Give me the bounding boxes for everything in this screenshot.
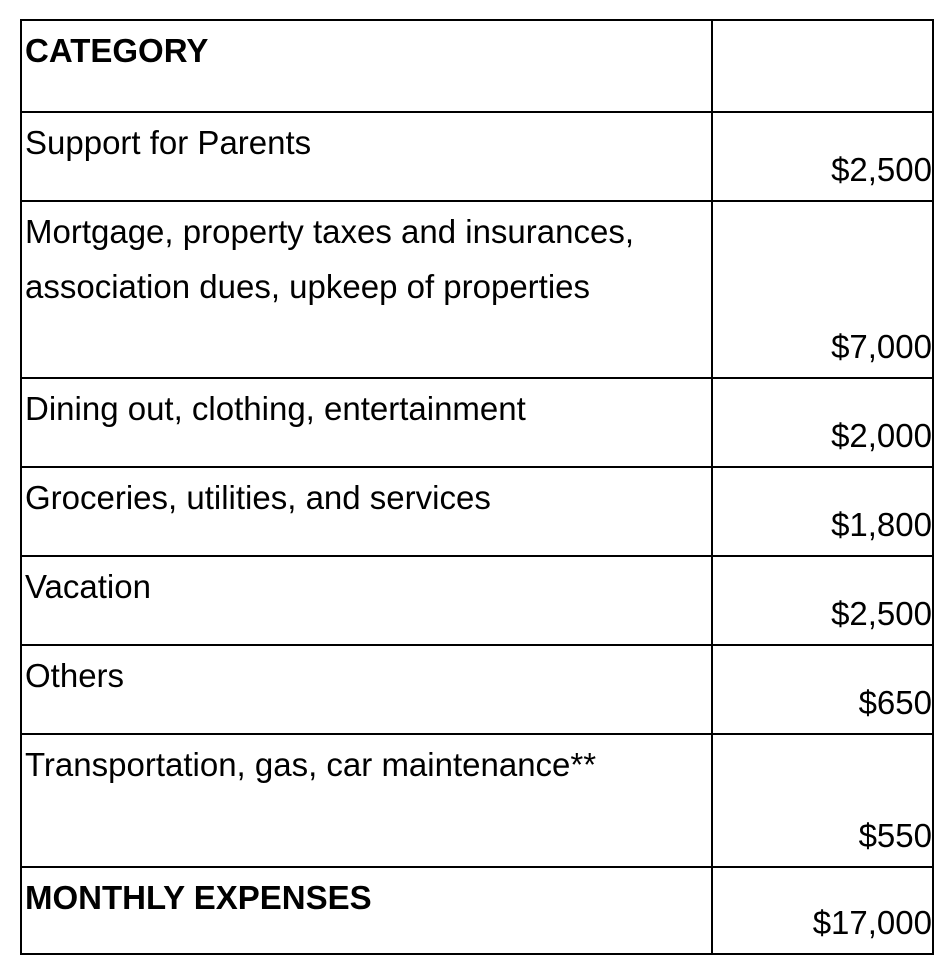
total-label: MONTHLY EXPENSES xyxy=(25,879,372,916)
table-row xyxy=(22,646,932,735)
category-label: Others xyxy=(25,657,125,694)
amount-value: $2,000 xyxy=(831,417,932,454)
category-label: Dining out, clothing, entertainment xyxy=(25,390,526,427)
table-row xyxy=(22,113,932,202)
table-row xyxy=(22,468,932,557)
expense-table xyxy=(20,19,934,955)
category-label: Transportation, gas, car maintenance** xyxy=(25,746,597,783)
amount-value: $7,000 xyxy=(831,328,932,365)
table-row xyxy=(22,379,932,468)
total-amount: $17,000 xyxy=(812,904,932,941)
category-label: Support for Parents xyxy=(25,124,312,161)
table-header-row xyxy=(22,21,932,113)
table-row xyxy=(22,202,932,379)
total-row xyxy=(22,868,932,953)
amount-value: $650 xyxy=(858,684,932,721)
header-category-label: CATEGORY xyxy=(25,32,209,69)
amount-value: $2,500 xyxy=(831,151,932,188)
amount-value: $1,800 xyxy=(831,506,932,543)
amount-value: $550 xyxy=(858,817,932,854)
category-label: Groceries, utilities, and services xyxy=(25,479,491,516)
category-label: Mortgage, property taxes and insurances, association dues, upkeep of properties xyxy=(25,213,635,305)
table-row xyxy=(22,735,932,868)
amount-value: $2,500 xyxy=(831,595,932,632)
category-label: Vacation xyxy=(25,568,151,605)
table-row xyxy=(22,557,932,646)
